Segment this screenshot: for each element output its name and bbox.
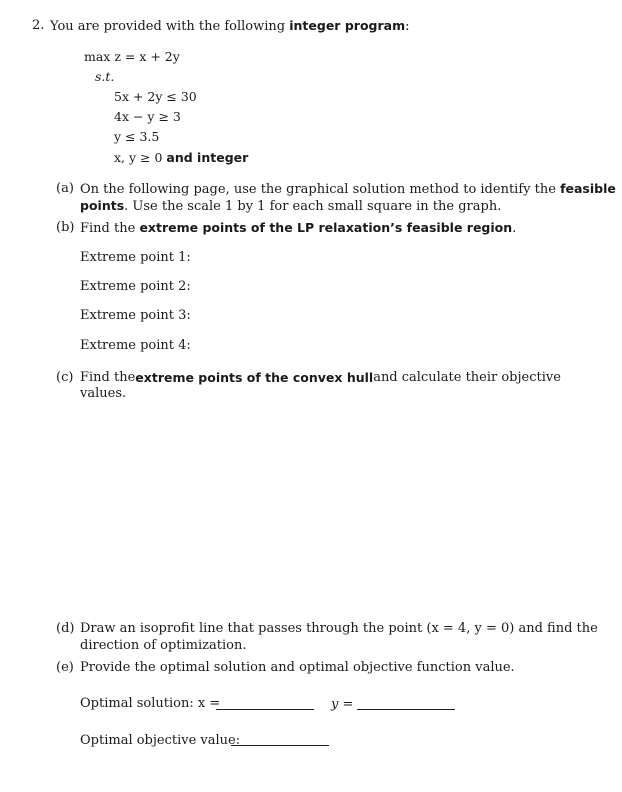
question-number: 2. [32,18,45,33]
integer-bold: and integer [166,150,249,165]
nonnegativity-constraint [114,150,248,165]
question-intro [50,18,410,34]
subject-to-label: s.t. [95,69,115,84]
constraint-3: y ≤ 3.5 [114,129,160,144]
part-a-bold-points: points [80,198,125,213]
x-answer-blank[interactable] [216,709,314,710]
part-c-label: (c) [56,370,74,385]
part-d-label: (d) [56,621,75,636]
objective-answer-blank[interactable] [231,745,329,746]
part-b-post: . [512,221,517,236]
y-answer-blank[interactable] [357,709,455,710]
constraint-1: 5x + 2y ≤ 30 [114,89,197,104]
intro-bold: integer program [289,18,406,33]
extreme-point-3-label: Extreme point 3: [80,308,191,323]
part-c-line2: values. [80,386,127,401]
objective-function: max z = x + 2y [84,49,180,64]
extreme-point-1-label: Extreme point 1: [80,250,191,265]
part-e-line1: Provide the optimal solution and optimal objective function value. [80,660,515,675]
part-c-line1 [80,370,561,385]
part-b-bold: extreme points of the LP relaxation’s feasible region [139,220,513,235]
part-a-text2: . Use the scale 1 by 1 for each small square in the graph. [124,199,502,214]
part-c-text: Find the [80,370,136,385]
part-b-label: (b) [56,220,75,235]
optimal-solution-label: Optimal solution: x = [80,696,221,711]
part-a-text: On the following page, use the graphical solution method to identify the [80,182,556,197]
extreme-point-2-label: Extreme point 2: [80,279,191,294]
nonneg-text: x, y ≥ 0 [114,150,163,165]
extreme-point-4-label: Extreme point 4: [80,338,191,353]
part-b-line [80,220,516,236]
part-c-post: and calculate their objective [373,370,561,385]
y-answer-label: y = [331,697,354,712]
part-e-label: (e) [56,660,74,675]
part-a-line1 [80,181,616,197]
part-a-bold-feasible: feasible [560,181,616,196]
part-a-line2 [80,198,501,214]
part-c-bold: extreme points of the convex hull [135,370,374,385]
part-d-line2: direction of optimization. [80,638,247,653]
intro-text: You are provided with the following [50,19,286,34]
part-b-text: Find the [80,221,136,236]
part-a-label: (a) [56,181,74,196]
part-d-line1: Draw an isoprofit line that passes through the point (x = 4, y = 0) and find the [80,621,598,636]
optimal-objective-label: Optimal objective value: [80,733,241,748]
constraint-2: 4x − y ≥ 3 [114,109,181,124]
intro-post: : [405,19,410,34]
